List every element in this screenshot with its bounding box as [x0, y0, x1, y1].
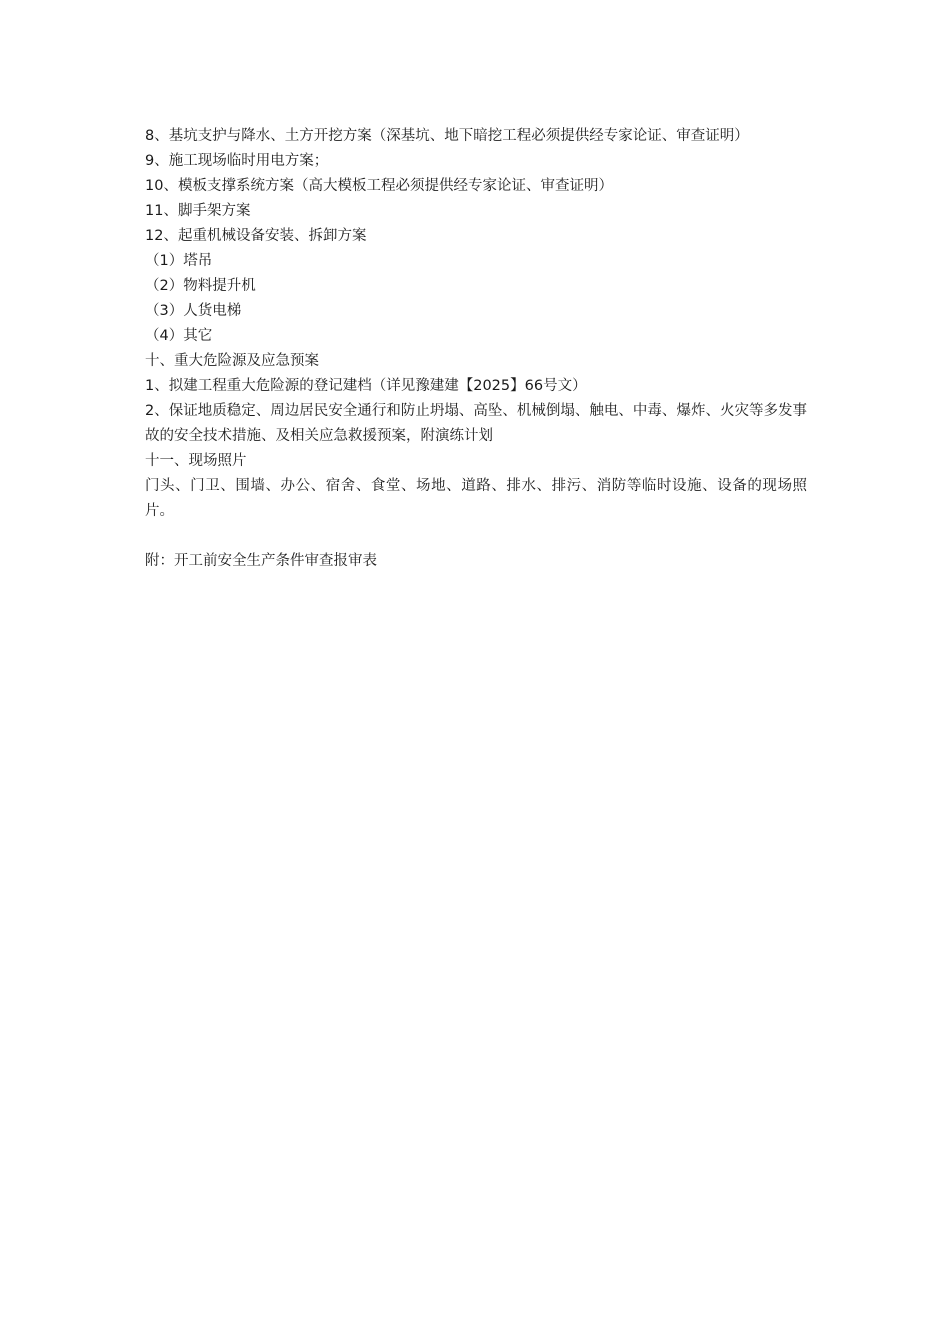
sub-item-other: （4）其它 [145, 328, 213, 344]
section-11-heading: 十一、现场照片 [145, 453, 247, 469]
sub-item-elevator: （3）人货电梯 [145, 303, 242, 319]
document-body [145, 124, 807, 574]
item-8-foundation-pit: 8、基坑支护与降水、土方开挖方案（深基坑、地下暗挖工程必须提供经专家论证、审查证明） [145, 128, 749, 144]
sub-item-material-hoist: （2）物料提升机 [145, 278, 256, 294]
section-10-heading: 十、重大危险源及应急预案 [145, 353, 319, 369]
item-11-scaffolding: 11、脚手架方案 [145, 203, 251, 219]
section-11-description: 门头、门卫、围墙、办公、宿舍、食堂、场地、道路、排水、排污、消防等临时设施、设备的现场照片。 [145, 478, 807, 519]
blank-line [145, 524, 807, 549]
section-10-item-2: 2、保证地质稳定、周边居民安全通行和防止坍塌、高坠、机械倒塌、触电、中毒、爆炸、火灾等多发事故的安全技术措施、及相关应急救援预案，附演练计划 [145, 403, 807, 444]
section-10-item-1: 1、拟建工程重大危险源的登记建档（详见豫建建【2025】66号文） [145, 378, 587, 394]
item-9-temporary-power: 9、施工现场临时用电方案； [145, 153, 329, 169]
appendix-note: 附：开工前安全生产条件审查报审表 [145, 553, 377, 569]
item-10-formwork-support: 10、模板支撑系统方案（高大模板工程必须提供经专家论证、审查证明） [145, 178, 613, 194]
sub-item-tower-crane: （1）塔吊 [145, 253, 213, 269]
item-12-lifting-equipment: 12、起重机械设备安装、拆卸方案 [145, 228, 367, 244]
